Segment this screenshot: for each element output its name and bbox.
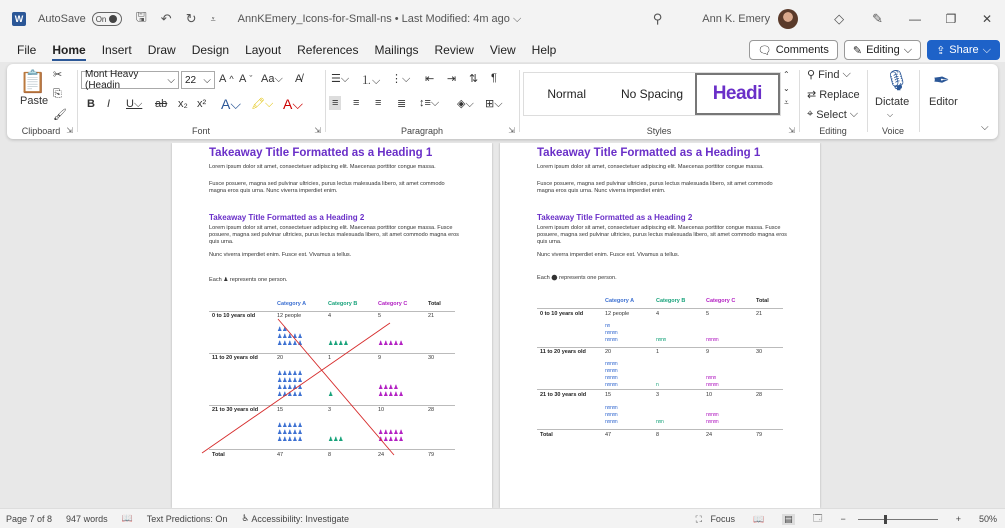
print-layout-icon[interactable]: ▤ [784, 513, 793, 524]
header-category-a: Category A [605, 298, 635, 304]
font-name-select[interactable]: Mont Heavy (Headin ⌵ [81, 71, 179, 89]
search-icon[interactable]: ⚲ [652, 11, 663, 26]
styles-launcher-icon[interactable]: ⇲ [788, 126, 795, 135]
dot-icons-row1-b: nnnn [656, 337, 666, 343]
legend-text[interactable]: Each ♟ represents one person. [209, 277, 288, 283]
paste-button[interactable]: Paste [20, 95, 49, 107]
header-total: Total [756, 298, 769, 304]
line-spacing-icon[interactable]: ↕≡⌵ [419, 97, 440, 109]
pencil-icon: ✎ [852, 44, 863, 57]
red-cross-annotation [172, 143, 492, 508]
paste-icon[interactable]: 📋 [19, 69, 47, 94]
align-left-icon[interactable]: ≡ [329, 96, 341, 110]
dot-icons-row3-b: nnn [656, 419, 664, 425]
person-icons-row1-c: ♟♟♟♟♟ [378, 341, 404, 347]
row-label-0-10: 0 to 10 years old [212, 313, 256, 319]
user-name[interactable]: Ann K. Emery [702, 13, 771, 25]
format-painter-icon[interactable]: 🖌 [53, 109, 67, 121]
autosave-toggle[interactable]: On [92, 12, 122, 26]
header-total: Total [428, 301, 441, 307]
clipboard-label: Clipboard [21, 126, 61, 136]
heading-2[interactable]: Takeaway Title Formatted as a Heading 2 [537, 213, 693, 222]
redo-icon[interactable]: ↻ [185, 11, 197, 26]
document-title[interactable]: AnnKEmery_Icons-for-Small-ns • Last Modified: 4m ago ⌵ [237, 12, 522, 25]
customize-icon[interactable]: ⩡ [210, 13, 216, 24]
dot-icons-row1-a: nn nnnnn nnnnn [605, 323, 618, 343]
web-layout-icon[interactable]: 🗔 [812, 513, 823, 523]
comments-button[interactable]: 🗨 Comments [749, 40, 838, 60]
person-icons-row1-a: ♟♟ ♟♟♟♟♟ ♟♟♟♟♟ [277, 327, 303, 347]
person-icons-row3-a: ♟♟♟♟♟ ♟♟♟♟♟ ♟♟♟♟♟ [277, 423, 303, 443]
proofing-icon[interactable]: 📖 [121, 513, 133, 523]
style-no-spacing[interactable]: No Spacing [620, 87, 684, 101]
person-icons-row2-a: ♟♟♟♟♟ ♟♟♟♟♟ ♟♟♟♟♟ ♟♟♟♟♟ [277, 371, 303, 398]
row-label-21-30: 21 to 30 years old [540, 392, 587, 398]
paragraph-3[interactable]: Lorem ipsum dolor sit amet, consectetuer adipiscing elit. Maecenas porttitor congue massa. Fusce posuere, magna sed pulvinar ultricies, purus lectus malesuada libero, sit amet commodo magna eros quis urna. [209, 225, 459, 246]
dot-icons-row2-a: nnnnn nnnnn nnnnn nnnnn [605, 361, 618, 388]
decrease-indent-icon[interactable]: ⇤ [425, 73, 435, 85]
font-label: Font [191, 126, 210, 136]
person-icons-row1-b: ♟♟♟♟ [328, 341, 349, 347]
underline-icon[interactable]: U⌵ [126, 98, 143, 110]
paragraph-2[interactable]: Fusce posuere, magna sed pulvinar ultricies, purus lectus malesuada libero, sit amet commodo magna eros quis urna. Nunc viverra imperdiet enim. [537, 181, 773, 195]
focus-icon: ⛶ [695, 513, 702, 524]
superscript-icon[interactable]: x² [197, 98, 207, 110]
find-button[interactable]: ⚲ Find ⌵ [807, 68, 851, 81]
status-bar [0, 508, 1005, 528]
paragraph-label: Paragraph [400, 126, 444, 136]
shading-icon[interactable]: ◈⌵ [457, 98, 474, 110]
tab-file[interactable]: File [17, 43, 37, 57]
microphone-icon[interactable]: 🎙 [884, 70, 910, 92]
menu-bar [0, 38, 1005, 62]
dot-icons-row1-c: nnnnn [706, 337, 719, 343]
paragraph-1[interactable]: Lorem ipsum dolor sit amet, consectetuer adipiscing elit. Maecenas porttitor congue massa. [209, 164, 436, 170]
styles-group [521, 64, 797, 139]
header-category-c: Category C [706, 298, 736, 304]
document-canvas[interactable] [0, 143, 1005, 508]
row-label-11-20: 11 to 20 years old [540, 349, 586, 355]
editing-mode-button[interactable]: ✎ Editing ⌵ [844, 40, 921, 60]
dot-icons-row2-c: nnnn nnnnn [706, 375, 719, 388]
voice-group [869, 64, 917, 139]
text-predictions[interactable]: Text Predictions: On [146, 513, 228, 524]
bullets-icon[interactable]: ☰⌵ [331, 73, 350, 85]
style-heading-1[interactable]: Headi [695, 73, 780, 115]
header-category-c: Category C [378, 301, 408, 307]
collapse-ribbon-icon[interactable]: ⌵ [981, 122, 989, 133]
paragraph-2[interactable]: Fusce posuere, magna sed pulvinar ultricies, purus lectus malesuada libero, sit amet commodo magna eros quis urna. Nunc viverra imperdiet enim. [209, 181, 445, 195]
tab-draw[interactable]: Draw [147, 43, 176, 57]
styles-scroll[interactable]: ⌃ ⌄ ⩡ [783, 70, 790, 107]
increase-indent-icon[interactable]: ⇥ [447, 73, 457, 85]
clear-format-icon[interactable]: A̸ [295, 73, 303, 85]
pen-icon[interactable]: ✎ [872, 11, 883, 26]
strikethrough-icon[interactable]: ab [155, 98, 168, 110]
font-color-icon[interactable]: A⌵ [283, 96, 303, 112]
heading-1[interactable]: Takeaway Title Formatted as a Heading 1 [537, 147, 761, 159]
dot-icons-row3-c: nnnnn nnnnn [706, 412, 719, 425]
word-logo-icon: W [12, 12, 26, 26]
undo-icon[interactable]: ↶ [160, 11, 172, 26]
heading-1[interactable]: Takeaway Title Formatted as a Heading 1 [209, 147, 433, 159]
header-category-b: Category B [328, 301, 358, 307]
ribbon [7, 64, 998, 139]
tab-references[interactable]: References [297, 43, 359, 57]
save-icon[interactable]: 🖫 [135, 9, 147, 24]
tab-home[interactable]: Home [44, 38, 93, 62]
editing-label: Editing [819, 126, 847, 136]
paragraph-4[interactable]: Nunc viverra imperdiet enim. Fusce est. Vivamus a tellus. [537, 252, 680, 258]
row-label-0-10: 0 to 10 years old [540, 311, 584, 317]
comment-icon: 🗨 [757, 44, 772, 57]
text-effects-icon[interactable]: A⌵ [221, 96, 241, 112]
tab-layout[interactable]: Layout [245, 43, 282, 57]
voice-label: Voice [881, 126, 905, 136]
person-icons-row3-c: ♟♟♟♟♟ ♟♟♟♟♟ [378, 430, 404, 443]
tab-mailings[interactable]: Mailings [374, 43, 419, 57]
autosave-label: AutoSave [38, 13, 86, 25]
editor-button[interactable]: Editor [929, 96, 958, 108]
accessibility-status[interactable]: Accessibility: Investigate [251, 513, 349, 524]
font-size-select[interactable]: 22 ⌵ [181, 71, 215, 89]
dot-icons-row2-b: n [656, 382, 659, 388]
legend-text[interactable]: Each ⬤ represents one person. [537, 275, 617, 281]
styles-label: Styles [646, 126, 672, 136]
highlight-icon[interactable]: 🖍⌵ [251, 98, 274, 110]
header-category-a: Category A [277, 301, 307, 307]
numbering-icon[interactable]: ⒈⌵ [361, 75, 381, 87]
person-icons-row2-b: ♟ [328, 392, 334, 398]
bold-icon[interactable]: B [87, 98, 95, 110]
focus-button[interactable]: ⛶ Focus [695, 513, 735, 524]
diamond-icon[interactable]: ◇ [834, 11, 845, 26]
zoom-in-icon[interactable]: + [955, 514, 961, 524]
styles-gallery [523, 72, 781, 116]
italic-icon[interactable]: I [107, 98, 111, 110]
font-group [79, 64, 323, 139]
multilevel-list-icon[interactable]: ⋮⌵ [391, 73, 411, 85]
restore-icon[interactable]: ❐ [945, 12, 957, 26]
heading-2[interactable]: Takeaway Title Formatted as a Heading 2 [209, 213, 365, 222]
paragraph-3[interactable]: Lorem ipsum dolor sit amet, consectetuer adipiscing elit. Maecenas porttitor congue massa. Fusce posuere, magna sed pulvinar ultricies, purus lectus malesuada libero, sit amet commodo magna eros quis urna. [537, 225, 787, 246]
page-count[interactable]: Page 7 of 8 [6, 513, 53, 524]
page-left[interactable]: Takeaway Title Formatted as a Heading 1 Lorem ipsum dolor sit amet, consectetuer adipiscing elit. Maecenas porttitor congue massa. Fusce posuere, magna sed pulvinar ultricies, purus lectus malesuada libero, sit amet commodo magna eros quis urna. Nunc viverra imperdiet enim. Takeaway Title Formatted as a Heading 2 Lorem ipsum dolor sit amet, consectetuer adipiscing elit. Maecenas porttitor congue massa. Fusce posuere, magna sed pulvinar ultricies, purus lectus malesuada libero, sit amet commodo magna eros quis urna. Nunc viverra imperdiet enim. Fusce est. Vivamus a tellus. Each ♟ represents one person. Category A Category B Category C Total 0 to 10 years old 12 people 4 5 21 ♟♟ ♟♟♟♟♟ ♟♟♟♟♟ ♟♟♟♟ ♟♟♟♟♟ 11 to 20 years old 20 1 9 30 ♟♟♟♟♟ ♟♟♟♟♟ ♟♟♟♟♟ ♟♟♟♟♟ ♟ ♟♟♟♟ ♟♟♟♟♟ 21 to 30 years old 15 3 10 28 ♟♟♟♟♟ ♟♟♟♟♟ ♟♟♟♟♟ ♟♟♟ ♟♟♟♟♟ ♟♟♟♟♟ Total 47 8 24 79 [172, 143, 492, 508]
style-normal[interactable]: Normal [547, 87, 586, 101]
title-bar [0, 0, 1005, 38]
row-label-21-30: 21 to 30 years old [212, 407, 259, 413]
cursor-icon: ⌖ [807, 108, 814, 120]
person-icons-row2-c: ♟♟♟♟ ♟♟♟♟♟ [378, 385, 404, 398]
tab-design[interactable]: Design [191, 43, 230, 57]
minimize-icon[interactable]: — [909, 12, 921, 26]
copy-icon[interactable]: ⎘ [53, 88, 62, 100]
paragraph-group [327, 64, 517, 139]
tab-review[interactable]: Review [434, 43, 474, 57]
align-center-icon[interactable]: ≡ [353, 97, 360, 109]
share-icon: ⇪ [936, 44, 946, 57]
shrink-font-icon[interactable]: A ˇ [239, 73, 253, 85]
zoom-out-icon[interactable]: − [840, 514, 846, 524]
tab-view[interactable]: View [489, 43, 516, 57]
paragraph-1[interactable]: Lorem ipsum dolor sit amet, consectetuer adipiscing elit. Maecenas porttitor congue massa. [537, 164, 764, 170]
avatar[interactable] [778, 9, 798, 29]
subscript-icon[interactable]: x₂ [178, 98, 188, 110]
zoom-level[interactable]: 50% [978, 514, 997, 524]
read-mode-icon[interactable]: 📖 [752, 513, 765, 524]
justify-icon[interactable]: ≣ [397, 98, 407, 110]
dictate-dropdown-icon[interactable]: ⌵ [887, 110, 894, 119]
editor-pen-icon[interactable]: ✒ [933, 70, 950, 92]
accessibility-icon[interactable]: ♿ [241, 513, 250, 523]
close-icon[interactable]: ✕ [981, 12, 993, 26]
zoom-slider[interactable] [858, 519, 938, 520]
clipboard-group [7, 64, 75, 139]
word-count[interactable]: 947 words [66, 513, 108, 524]
row-label-total: Total [540, 432, 553, 438]
grow-font-icon[interactable]: A ^ [219, 73, 234, 85]
share-button[interactable]: ⇪ Share ⌵ [927, 40, 1000, 60]
select-button[interactable]: ⌖ Select ⌵ [807, 108, 859, 121]
page-right[interactable]: Takeaway Title Formatted as a Heading 1 Lorem ipsum dolor sit amet, consectetuer adipiscing elit. Maecenas porttitor congue massa. Fusce posuere, magna sed pulvinar ultricies, purus lectus malesuada libero, sit amet commodo magna eros quis urna. Nunc viverra imperdiet enim. Takeaway Title Formatted as a Heading 2 Lorem ipsum dolor sit amet, consectetuer adipiscing elit. Maecenas porttitor congue massa. Fusce posuere, magna sed pulvinar ultricies, purus lectus malesuada libero, sit amet commodo magna eros quis urna. Nunc viverra imperdiet enim. Fusce est. Vivamus a tellus. Each ⬤ represents one person. Category A Category B Category C Total 0 to 10 years old 12 people 4 5 21 nn nnnnn nnnnn nnnn nnnnn 11 to 20 years old 20 1 9 30 nnnnn nnnnn nnnnn nnnnn n nnnn nnnnn 21 to 30 years old 15 3 10 28 nnnnn nnnnn nnnnn nnn nnnnn nnnnn Total 47 8 24 79 [500, 143, 820, 508]
person-icons-row3-b: ♟♟♟ [328, 437, 344, 443]
paragraph-4[interactable]: Nunc viverra imperdiet enim. Fusce est. Vivamus a tellus. [209, 252, 352, 258]
replace-button[interactable]: ⇄ Replace [807, 88, 860, 101]
tab-insert[interactable]: Insert [101, 43, 132, 57]
paragraph-launcher-icon[interactable]: ⇲ [508, 126, 515, 135]
sort-icon[interactable]: ⇅ [469, 73, 479, 85]
dot-icons-row3-a: nnnnn nnnnn nnnnn [605, 405, 618, 425]
align-right-icon[interactable]: ≡ [375, 97, 382, 109]
row-label-total: Total [212, 452, 225, 458]
cut-icon[interactable]: ✂ [53, 69, 63, 81]
search-icon: ⚲ [807, 69, 816, 81]
pilcrow-icon[interactable]: ¶ [491, 72, 497, 84]
row-label-11-20: 11 to 20 years old [212, 355, 258, 361]
clipboard-launcher-icon[interactable]: ⇲ [66, 126, 73, 135]
replace-icon: ⇄ [807, 89, 817, 101]
editing-group [801, 64, 865, 139]
tab-help[interactable]: Help [531, 43, 557, 57]
borders-icon[interactable]: ⊞⌵ [485, 98, 503, 110]
header-category-b: Category B [656, 298, 686, 304]
change-case-icon[interactable]: Aa⌵ [261, 73, 283, 85]
dictate-button[interactable]: Dictate [875, 96, 910, 108]
editor-group [921, 64, 971, 139]
font-launcher-icon[interactable]: ⇲ [314, 126, 321, 135]
